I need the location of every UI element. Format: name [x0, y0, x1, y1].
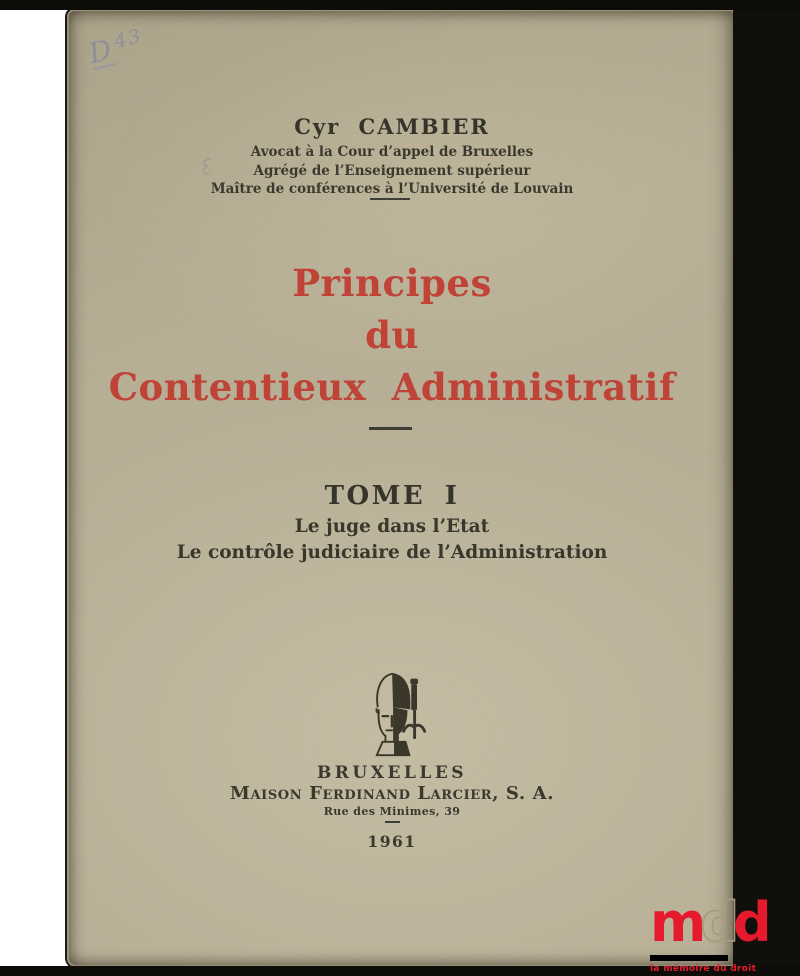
mdd-underline-bar	[650, 955, 728, 961]
title-line: Principes	[292, 261, 492, 305]
book-title	[69, 257, 715, 413]
author-credentials	[69, 143, 715, 199]
mdd-watermark	[642, 891, 800, 974]
shelfmark-letter: D	[85, 32, 116, 71]
title-line: Contentieux Administratif	[108, 365, 676, 409]
subtitle-line: Le contrôle judiciaire de l’Administration	[176, 541, 608, 563]
tome-label: TOME I	[324, 481, 460, 511]
divider-rule-middle	[369, 427, 412, 430]
credential-line: Avocat à la Cour d’appel de Bruxelles	[250, 144, 534, 160]
mdd-caption: la mémoire du droit	[650, 964, 757, 974]
tome-subtitles	[69, 514, 715, 565]
handwritten-shelfmark	[85, 24, 147, 71]
mdd-letter-m: m	[650, 891, 701, 954]
publication-year: 1961	[367, 832, 417, 851]
shelfmark-number: 43	[111, 24, 145, 53]
credential-line: Agrégé de l’Enseignement supérieur	[253, 162, 531, 179]
divider-rule-top	[370, 198, 410, 200]
book-cover	[67, 9, 735, 967]
publisher-city: BRUXELLES	[316, 763, 468, 783]
title-line: du	[365, 313, 419, 357]
credential-line: Maître de conférences à l’Université de Louvain	[210, 181, 574, 197]
divider-dash-bottom	[385, 821, 400, 823]
publisher-emblem-minerva-sword-icon	[363, 671, 427, 759]
subtitle-line: Le juge dans l’Etat	[294, 516, 490, 537]
mdd-logo	[650, 891, 800, 954]
publisher-name: Maison Ferdinand Larcier, S. A.	[229, 783, 555, 804]
publisher-address: Rue des Minimes, 39	[323, 805, 461, 818]
scan-border-right	[733, 0, 800, 976]
mdd-letter-d-outline: d	[700, 891, 733, 954]
author-name: Cyr CAMBIER	[294, 114, 490, 139]
mdd-letter-d: d	[732, 891, 766, 954]
scan-border-top	[0, 0, 800, 10]
